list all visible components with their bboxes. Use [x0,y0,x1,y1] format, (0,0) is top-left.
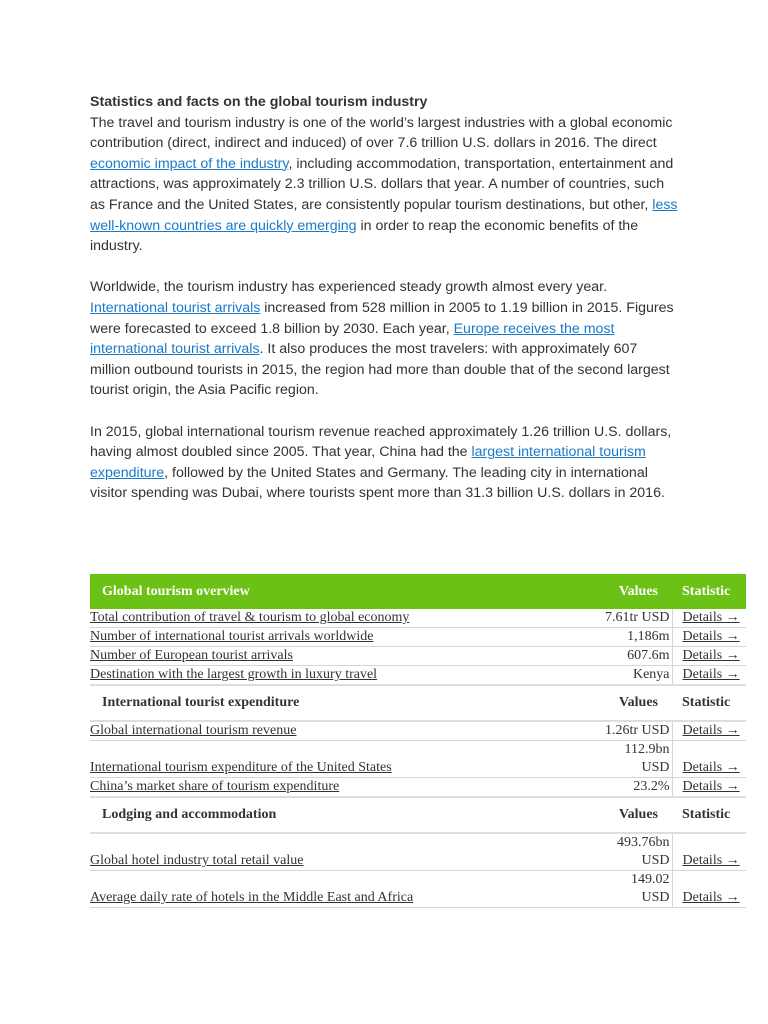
row-label[interactable]: Global hotel industry total retail value [90,833,598,871]
section-statistic: Statistic [672,797,746,833]
text: . It also produces the most travelers: with approximately 607 million outbound tourists in 2015, the region had more than double that of the second largest tourist origin, the Asia Pacific region. [90,341,670,399]
paragraph-2 [90,277,680,401]
link-europe-arrivals[interactable]: Europe receives the most international tourist arrivals [90,320,615,358]
row-label[interactable]: Number of European tourist arrivals [90,647,598,666]
link-largest-expenditure[interactable]: largest international tourism expenditure [90,444,646,481]
row-label[interactable]: Destination with the largest growth in luxury travel [90,666,598,686]
table-header [90,574,746,609]
row-label[interactable]: Total contribution of travel & tourism to global economy [90,609,598,628]
section-statistic: Statistic [672,685,746,721]
table-row [90,666,746,686]
text: The travel and tourism industry is one of the world’s largest industries with a global economic contribution (direct, indirect and induced) of over 7.6 trillion U.S. dollars in 2016. The direct [90,114,673,152]
article-title: Statistics and facts on the global tourism industry [90,94,428,110]
section-header [90,797,746,833]
details-link[interactable]: Details → [672,721,746,741]
table-row [90,741,746,778]
details-link[interactable]: Details → [672,833,746,871]
row-value: Kenya [598,666,672,686]
value-line: 493.76bn [617,835,670,850]
row-label[interactable]: Global international tourism revenue [90,721,598,741]
paragraph-1 [90,113,680,257]
row-value [598,871,672,908]
row-value: 1,186m [598,628,672,647]
table-row [90,721,746,741]
table-row [90,628,746,647]
row-value: 23.2% [598,778,672,798]
row-label[interactable]: Average daily rate of hotels in the Middle East and Africa [90,871,598,908]
details-link[interactable]: Details → [672,741,746,778]
text: Worldwide, the tourism industry has experienced steady growth almost every year. [90,279,608,296]
row-label[interactable]: Number of international tourist arrivals worldwide [90,628,598,647]
article [90,92,680,524]
text: In 2015, global international tourism revenue reached approximately 1.26 trillion U.S. dollars, having almost doubled since 2005. That year, China had the [90,423,672,461]
value-line: USD [641,890,670,905]
text: , followed by the United States and Germany. The leading city in international visitor spending was Dubai, where tourists spent more than 31.3 billion U.S. dollars in 2016. [90,464,665,502]
value-line: USD [641,760,670,775]
section-title: International tourist expenditure [90,685,598,721]
link-tourist-arrivals[interactable]: International tourist arrivals [90,299,261,316]
row-value [598,833,672,871]
table-row [90,778,746,798]
text: , including accommodation, transportation, entertainment and attractions, was approximately 2.3 trillion U.S. dollars that year. A number of countries, such as France and the United States, are consistently popular tourism destinations, but other, [90,155,674,213]
section-header [90,685,746,721]
section-title: Lodging and accommodation [90,797,598,833]
header-statistic: Statistic [672,574,746,609]
table-row [90,833,746,871]
header-values: Values [598,574,672,609]
header-title: Global tourism overview [90,574,598,609]
value-line: 112.9bn [624,742,670,757]
details-link[interactable]: Details → [672,609,746,628]
value-line: 149.02 [631,872,670,887]
row-label[interactable]: China’s market share of tourism expenditure [90,778,598,798]
text: increased from 528 million in 2005 to 1.19 billion in 2015. Figures were forecasted to exceed 1.8 billion by 2030. Each year, [90,299,674,337]
row-value: 1.26tr USD [598,721,672,741]
link-economic-impact[interactable]: economic impact of the industry [90,155,289,172]
section-values: Values [598,797,672,833]
row-value [598,741,672,778]
details-link[interactable]: Details → [672,628,746,647]
text: in order to reap the economic benefits of the industry. [90,217,639,255]
value-line: USD [641,853,670,868]
table-row [90,609,746,628]
table-row [90,647,746,666]
table-row [90,871,746,908]
details-link[interactable]: Details → [672,647,746,666]
row-label[interactable]: International tourism expenditure of the United States [90,741,598,778]
paragraph-3 [90,422,680,504]
row-value: 7.61tr USD [598,609,672,628]
row-value: 607.6m [598,647,672,666]
tourism-overview-table [90,574,746,908]
link-emerging-countries[interactable]: less well-known countries are quickly emerging [90,196,678,234]
details-link[interactable]: Details → [672,666,746,686]
details-link[interactable]: Details → [672,778,746,798]
section-values: Values [598,685,672,721]
details-link[interactable]: Details → [672,871,746,908]
